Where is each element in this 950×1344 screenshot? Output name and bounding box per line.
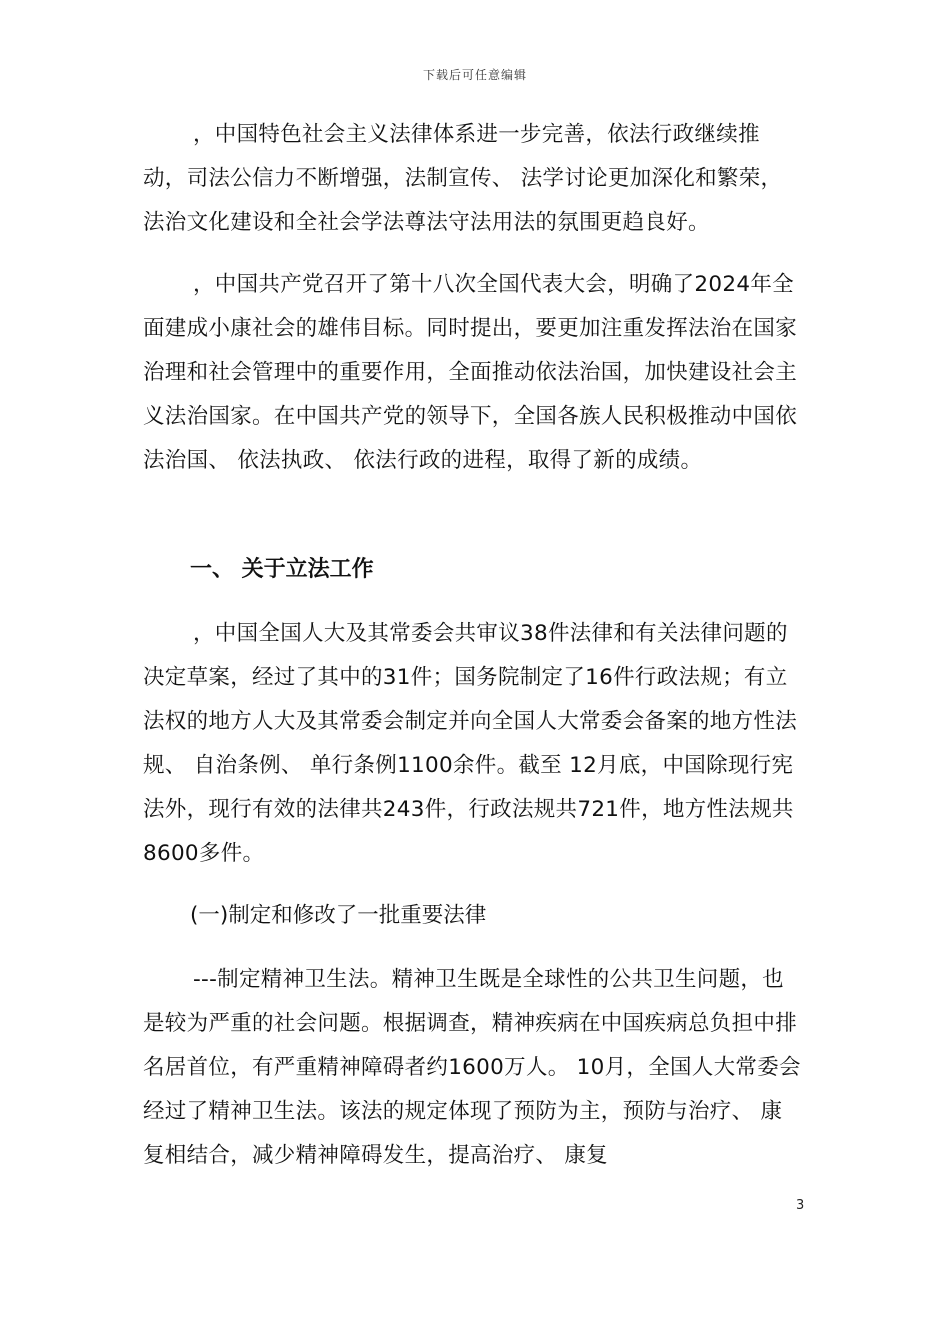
paragraph-1: ，中国特色社会主义法律体系进一步完善，依法行政继续推动，司法公信力不断增强，法制宣传、 法学讨论更加深化和繁荣， 法治文化建设和全社会学法尊法守法用法的氛围更趋良好。 bbox=[143, 122, 783, 235]
subheading: (一)制定和修改了一批重要法律 bbox=[190, 903, 487, 928]
paragraph-3: ，中国全国人大及其常委会共审议38件法律和有关法律问题的决定草案，经过了其中的31件；国务院制定了16件行政法规；有立法权的地方人大及其常委会制定并向全国人大常委会备案的地方性法规、 自治条例、 单行条例1100余件。截至 12月底，中国除现行宪法外，现行有效的法律共243件，行政法规共721件，地方性法规共8600多件。 bbox=[143, 621, 798, 866]
page-number: 3 bbox=[796, 1198, 805, 1213]
paragraph-2: ，中国共产党召开了第十八次全国代表大会，明确了2024年全面建成小康社会的雄伟目标。同时提出，要更加注重发挥法治在国家治理和社会管理中的重要作用，全面推动依法治国，加快建设社会主义法治国家。在中国共产党的领导下，全国各族人民积极推动中国依法治国、 依法执政、 依法行政的进程，取得了新的成绩。 bbox=[143, 272, 798, 473]
page-header: 下载后可任意编辑 bbox=[422, 68, 527, 82]
section-heading: 一、 关于立法工作 bbox=[190, 557, 374, 582]
paragraph-4: ---制定精神卫生法。精神卫生既是全球性的公共卫生问题，也是较为严重的社会问题。根据调查，精神疾病在中国疾病总负担中排名居首位，有严重精神障碍者约1600万人。 10月，全国人大常委会经过了精神卫生法。该法的规定体现了预防为主，预防与治疗、 康复相结合，减少精神障碍发生，提高治疗、 康复 bbox=[143, 967, 801, 1168]
